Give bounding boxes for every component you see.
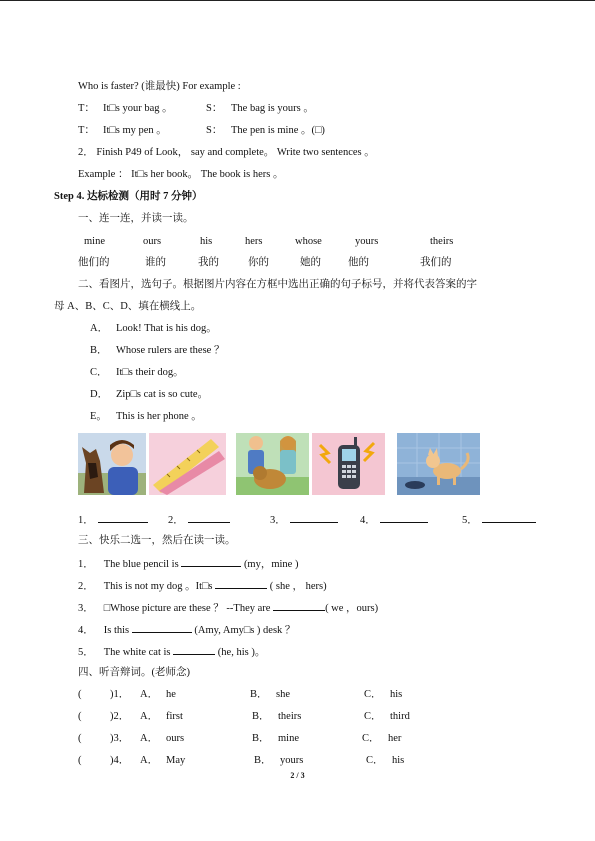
- part1-title: 一、连一连，并读一读。: [78, 213, 194, 224]
- cat-with-bowl-picture: [397, 433, 480, 495]
- answer-paren[interactable]: (: [78, 733, 82, 744]
- choice-b-label: B．: [252, 711, 270, 722]
- choice-b: mine: [278, 733, 299, 744]
- option-b-letter: B．: [90, 345, 108, 356]
- choice-c-label: C．: [364, 711, 382, 722]
- part3-item-2: 2． This is not my dog 。It□s ( she ， hers): [78, 578, 327, 594]
- example-s1-label: S：: [206, 103, 223, 114]
- part4-title: 四、听音辩词。(老师念): [78, 667, 190, 678]
- part2-title-line2: 母 A、B、C、D、填在横线上。: [54, 301, 202, 312]
- item-number: )3．: [110, 733, 130, 744]
- example-s1-text: The bag is yours 。: [231, 103, 314, 114]
- couple-with-dog-picture: [236, 433, 309, 495]
- part3-item-4: 4． Is this (Amy, Amy□s ) desk ？: [78, 622, 295, 638]
- page-number: 2 / 3: [290, 771, 305, 780]
- part3-item-3-blank[interactable]: [273, 600, 325, 611]
- choice-b-label: B．: [250, 689, 268, 700]
- option-a-text: Look! That is his dog。: [116, 323, 217, 334]
- option-e-letter: E。: [90, 411, 107, 422]
- word-hers: hers: [245, 236, 263, 247]
- example-line: Example ： It□s her book。 The book is hers 。: [78, 169, 284, 180]
- option-d-letter: D．: [90, 389, 109, 400]
- choice-a-label: A．: [140, 689, 159, 700]
- mobile-phone-picture: [312, 433, 385, 495]
- rulers-picture: [149, 433, 226, 495]
- option-c-text: It□s their dog。: [116, 367, 184, 378]
- choice-c: her: [388, 733, 402, 744]
- cn-word-2: 谁的: [145, 257, 166, 268]
- cn-word-3: 我的: [198, 257, 219, 268]
- answer-5-blank[interactable]: [482, 512, 536, 523]
- choice-c-label: C．: [366, 755, 384, 766]
- part3-item-3: 3． □Whose picture are these ？ --They are ( we ，ours): [78, 600, 378, 616]
- word-his: his: [200, 236, 213, 247]
- answer-2-blank[interactable]: [188, 512, 230, 523]
- choice-b-label: B．: [252, 733, 270, 744]
- option-b-text: Whose rulers are these ？: [116, 345, 225, 356]
- example-t2-label: T：: [78, 125, 95, 136]
- cn-word-5: 她的: [300, 257, 321, 268]
- choice-b: theirs: [278, 711, 302, 722]
- cn-word-7: 我们的: [420, 257, 452, 268]
- part3-item-4-blank[interactable]: [132, 622, 192, 633]
- answer-1: 1．: [78, 512, 148, 528]
- answer-4-blank[interactable]: [380, 512, 428, 523]
- option-a-letter: A．: [90, 323, 109, 334]
- example-s2-label: S：: [206, 125, 223, 136]
- option-e-text: This is her phone 。: [116, 411, 202, 422]
- word-ours: ours: [143, 236, 162, 247]
- option-c-letter: C．: [90, 367, 108, 378]
- answer-1-blank[interactable]: [98, 512, 148, 523]
- part3-item-5-blank[interactable]: [173, 644, 215, 655]
- cn-word-6: 他的: [348, 257, 369, 268]
- answer-paren[interactable]: (: [78, 711, 82, 722]
- choice-b: yours: [280, 755, 304, 766]
- item-number: )2．: [110, 711, 130, 722]
- example-s2-text: The pen is mine 。(□): [231, 125, 325, 136]
- choice-a-label: A．: [140, 711, 159, 722]
- part3-title: 三、快乐二选一，然后在读一读。: [78, 535, 236, 546]
- top-border: [0, 0, 595, 1]
- word-mine: mine: [84, 236, 105, 247]
- part3-item-2-blank[interactable]: [215, 578, 267, 589]
- choice-c: his: [392, 755, 405, 766]
- option-d-text: Zip□s cat is so cute。: [116, 389, 209, 400]
- answer-2: 2．: [168, 512, 230, 528]
- choice-b: she: [276, 689, 290, 700]
- choice-a: ours: [166, 733, 185, 744]
- example-t2-text: It□s my pen 。: [103, 125, 167, 136]
- choice-a-label: A．: [140, 733, 159, 744]
- item-number: )4．: [110, 755, 130, 766]
- part3-item-1-blank[interactable]: [181, 556, 241, 567]
- choice-c-label: C．: [362, 733, 380, 744]
- answer-3: 3．: [270, 512, 338, 528]
- choice-a: May: [166, 755, 186, 766]
- choice-c: third: [390, 711, 410, 722]
- who-faster-line: Who is faster? (谁最快) For example :: [78, 81, 241, 92]
- answer-3-blank[interactable]: [290, 512, 338, 523]
- part3-item-5: 5． The white cat is (he, his )。: [78, 644, 265, 660]
- word-theirs: theirs: [430, 236, 454, 247]
- choice-a-label: A．: [140, 755, 159, 766]
- answer-paren[interactable]: (: [78, 689, 82, 700]
- word-whose: whose: [295, 236, 322, 247]
- choice-a: first: [166, 711, 183, 722]
- boy-with-dog-picture: [78, 433, 146, 495]
- choice-a: he: [166, 689, 176, 700]
- choice-b-label: B．: [254, 755, 272, 766]
- part3-item-1: 1． The blue pencil is (my，mine ): [78, 556, 298, 572]
- answer-5: 5．: [462, 512, 536, 528]
- task-2-line: 2． Finish P49 of Look， say and complete。 Write two sentences 。: [78, 147, 375, 158]
- answer-4: 4．: [360, 512, 428, 528]
- word-yours: yours: [355, 236, 379, 247]
- choice-c: his: [390, 689, 403, 700]
- choice-c-label: C．: [364, 689, 382, 700]
- answer-paren[interactable]: (: [78, 755, 82, 766]
- cn-word-4: 你的: [248, 257, 269, 268]
- step4-title: Step 4. 达标检测（用时 7 分钟）: [54, 191, 203, 202]
- cn-word-1: 他们的: [78, 257, 110, 268]
- example-t1-text: It□s your bag 。: [103, 103, 173, 114]
- part2-title-line1: 二、看图片，选句子。根据图片内容在方框中选出正确的句子标号，并将代表答案的字: [78, 279, 477, 290]
- example-t1-label: T：: [78, 103, 95, 114]
- item-number: )1．: [110, 689, 130, 700]
